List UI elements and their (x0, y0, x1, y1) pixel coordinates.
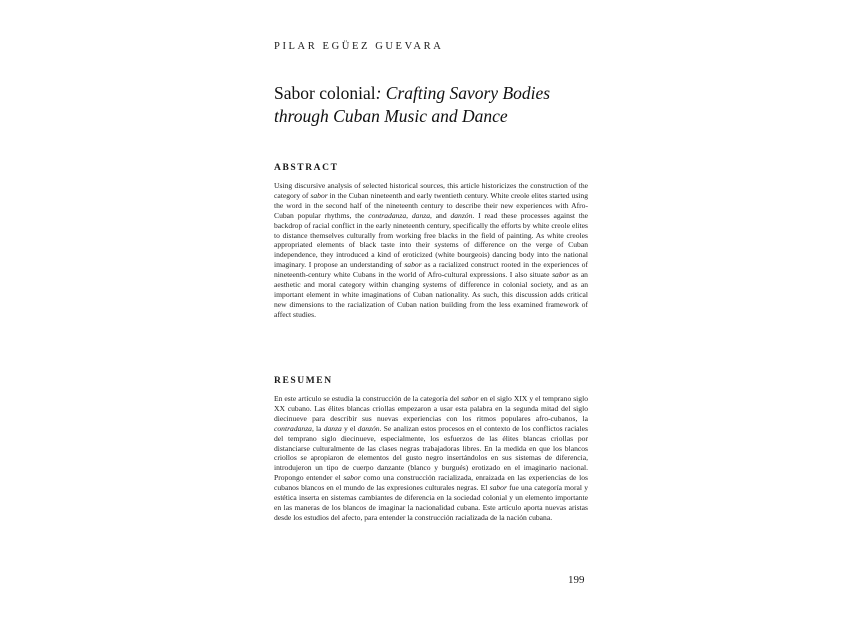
italic-term: sabor (310, 190, 328, 200)
italic-term: danza (323, 423, 342, 433)
text-run: in the Cuban nineteenth and early twentieth century. White creole elites started using the word in the second half of the nineteenth century to describe their new experiences with Afro-Cuban popular rhythms, the (274, 190, 589, 220)
text-run: as a racialized construct rooted in the experiences of nineteenth-century white Cubans in the world of Afro-cultural expressions. I also situate (274, 260, 588, 280)
italic-term: sabor (552, 270, 570, 280)
text-run: , (406, 210, 412, 220)
italic-term: danzón (357, 423, 380, 433)
resumen-heading: RESUMEN (274, 376, 333, 386)
resumen-body (274, 394, 588, 523)
abstract-body (274, 181, 588, 320)
text-run: como una construcción racializada, enraizada en las experiencias de los cubanos blancos en el mundo de las expresiones culturales negras. El (274, 473, 588, 493)
text-run: fue una categoría moral y estética inserta en sistemas cambiantes de diferencia en la sociedad colonial y un elemento importante en las maneras de los blancos de imaginar la nacionalidad cubana. Este artículo aporta nuevas aristas desde los estudios del afecto, para entender la construcción racializada de la nación cubana. (274, 483, 588, 522)
italic-term: contradanza (368, 210, 407, 220)
text-run: Using discursive analysis of selected historical sources, this article historicizes the construction of the category of (274, 181, 588, 200)
article-title (274, 82, 588, 128)
italic-term: sabor (489, 483, 507, 493)
italic-term: sabor (343, 473, 361, 483)
text-run: as an aesthetic and moral category within changing systems of difference in colonial society, and as an important element in white imaginations of Cuban nationality. As such, this discussion adds critical new dimensions to the racialization of Cuban nation building from the less examined framework of affect studies. (274, 270, 588, 319)
text-run: . Se analizan estos procesos en el contexto de los conflictos raciales del temprano siglo diecinueve, especialmente, los esfuerzos de las élites blancas criollas por distanciarse culturalmente de las clases negras trabajadoras libres. En la medida en que los blancos criollos se apropiaron de elementos del gusto negro insertándolos en sus sistemas de diferencia, introdujeron un tipo de cuerpo danzante (blanco y burgués) erotizado en el imaginario nacional. Propongo entender el (274, 423, 588, 483)
article-title-main: Sabor colonial (274, 83, 376, 103)
abstract-heading: ABSTRACT (274, 163, 339, 173)
text-run: en el siglo XIX y el temprano siglo XX cubano. Las élites blancas criollas empezaron a usar esta palabra en la segunda mitad del siglo diecinueve para describir sus nuevas experiencias con los ritmos populares afro-cubanos, la (274, 394, 588, 423)
article-title-subtitle: : Crafting Savory Bodies through Cuban Music and Dance (274, 83, 551, 126)
text-run: En este artículo se estudia la construcción de la categoría del (274, 394, 462, 403)
text-run: . I read these processes against the backdrop of racial conflict in the early nineteenth century, specifically the efforts by white creole elites to distance themselves culturally from working free blacks in the field of painting. As white creoles appropriated elements of black taste into their systems of difference on the verge of Cuban independence, they introduced a kind of eroticized (white bourgeois) dancing body into the national imaginary. I propose an understanding of (274, 210, 589, 270)
italic-term: danzón (450, 210, 473, 220)
italic-term: danza (411, 210, 431, 220)
italic-term: sabor (404, 260, 422, 270)
text-run: , and (430, 210, 451, 220)
italic-term: sabor (461, 394, 479, 403)
italic-term: contradanza (274, 423, 312, 433)
page-number: 199 (568, 574, 585, 586)
text-run: y el (341, 423, 358, 433)
text-run: , la (311, 423, 324, 433)
author-name: PILAR EGÜEZ GUEVARA (274, 41, 444, 52)
